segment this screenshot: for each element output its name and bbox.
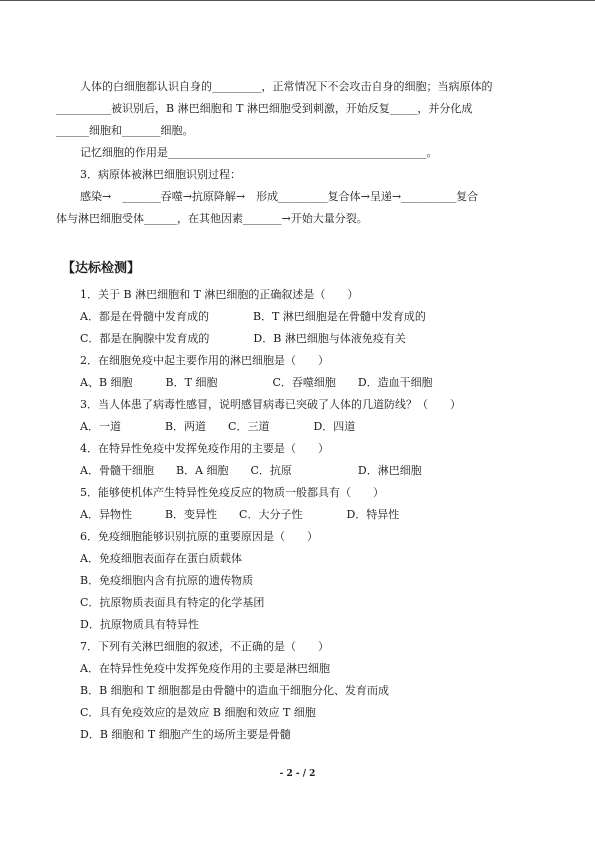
question-6-option-d: D．抗原物质具有特异性 [80,618,199,631]
question-4: 4．在特异性免疫中发挥免疫作用的主要是（ ） [80,442,329,455]
intro-line-2: __________被识别后，B 淋巴细胞和 T 淋巴细胞受到刺激，开始反复_____，并分化成 [56,102,473,115]
question-5-options: A．异物性 B．变异性 C．大分子性 D．特异性 [80,508,400,521]
question-4-options: A．骨髓干细胞 B．A 细胞 C．抗原 D．淋巴细胞 [80,464,422,477]
intro-line-5: 3．病原体被淋巴细胞识别过程： [80,168,241,181]
question-3-options: A．一道 B．两道 C．三道 D．四道 [80,420,356,433]
question-7-option-b: B．B 细胞和 T 细胞都是由骨髓中的造血干细胞分化、发育而成 [80,684,389,697]
question-6-option-c: C．抗原物质表面具有特定的化学基团 [80,596,265,609]
question-6-option-a: A．免疫细胞表面存在蛋白质载体 [80,552,242,565]
intro-line-4: 记忆细胞的作用是_______________________________________________。 [80,146,438,159]
question-7-option-d: D．B 细胞和 T 细胞产生的场所主要是骨髓 [80,728,291,741]
question-7-option-c: C．具有免疫效应的是效应 B 细胞和效应 T 细胞 [80,706,316,719]
top-rule [0,0,595,1]
question-5: 5．能够使机体产生特异性免疫反应的物质一般都具有（ ） [80,486,384,499]
intro-line-3: ______细胞和_______细胞。 [56,124,194,137]
question-7: 7．下列有关淋巴细胞的叙述，不正确的是（ ） [80,640,329,653]
intro-line-6: 感染→ _______吞噬→抗原降解→ 形成_________复合体→呈递→__________复合 [80,190,479,203]
question-2-options: A、B 细胞 B．T 细胞 C．吞噬细胞 D．造血干细胞 [80,376,433,389]
question-1-options-cd: C．都是在胸腺中发育成的 D．B 淋巴细胞与体液免疫有关 [80,332,406,345]
intro-line-7: 体与淋巴细胞受体______，在其他因素_______→开始大量分裂。 [56,212,368,225]
question-7-option-a: A．在特异性免疫中发挥免疫作用的主要是淋巴细胞 [80,662,330,675]
question-1: 1．关于 B 淋巴细胞和 T 淋巴细胞的正确叙述是（ ） [80,288,359,301]
question-6-option-b: B．免疫细胞内含有抗原的遗传物质 [80,574,254,587]
question-1-options-ab: A．都是在骨髓中发育成的 B．T 淋巴细胞是在骨髓中发育成的 [80,310,426,323]
question-6: 6．免疫细胞能够识别抗原的重要原因是（ ） [80,530,318,543]
question-2: 2．在细胞免疫中起主要作用的淋巴细胞是（ ） [80,354,329,367]
question-3: 3．当人体患了病毒性感冒，说明感冒病毒已突破了人体的几道防线？（ ） [80,398,461,411]
section-title: 【达标检测】 [62,261,141,276]
intro-line-1: 人体的白细胞都认识自身的_________，正常情况下不会攻击自身的细胞；当病原体的 [80,80,493,93]
page-number: - 2 - / 2 [279,769,316,779]
